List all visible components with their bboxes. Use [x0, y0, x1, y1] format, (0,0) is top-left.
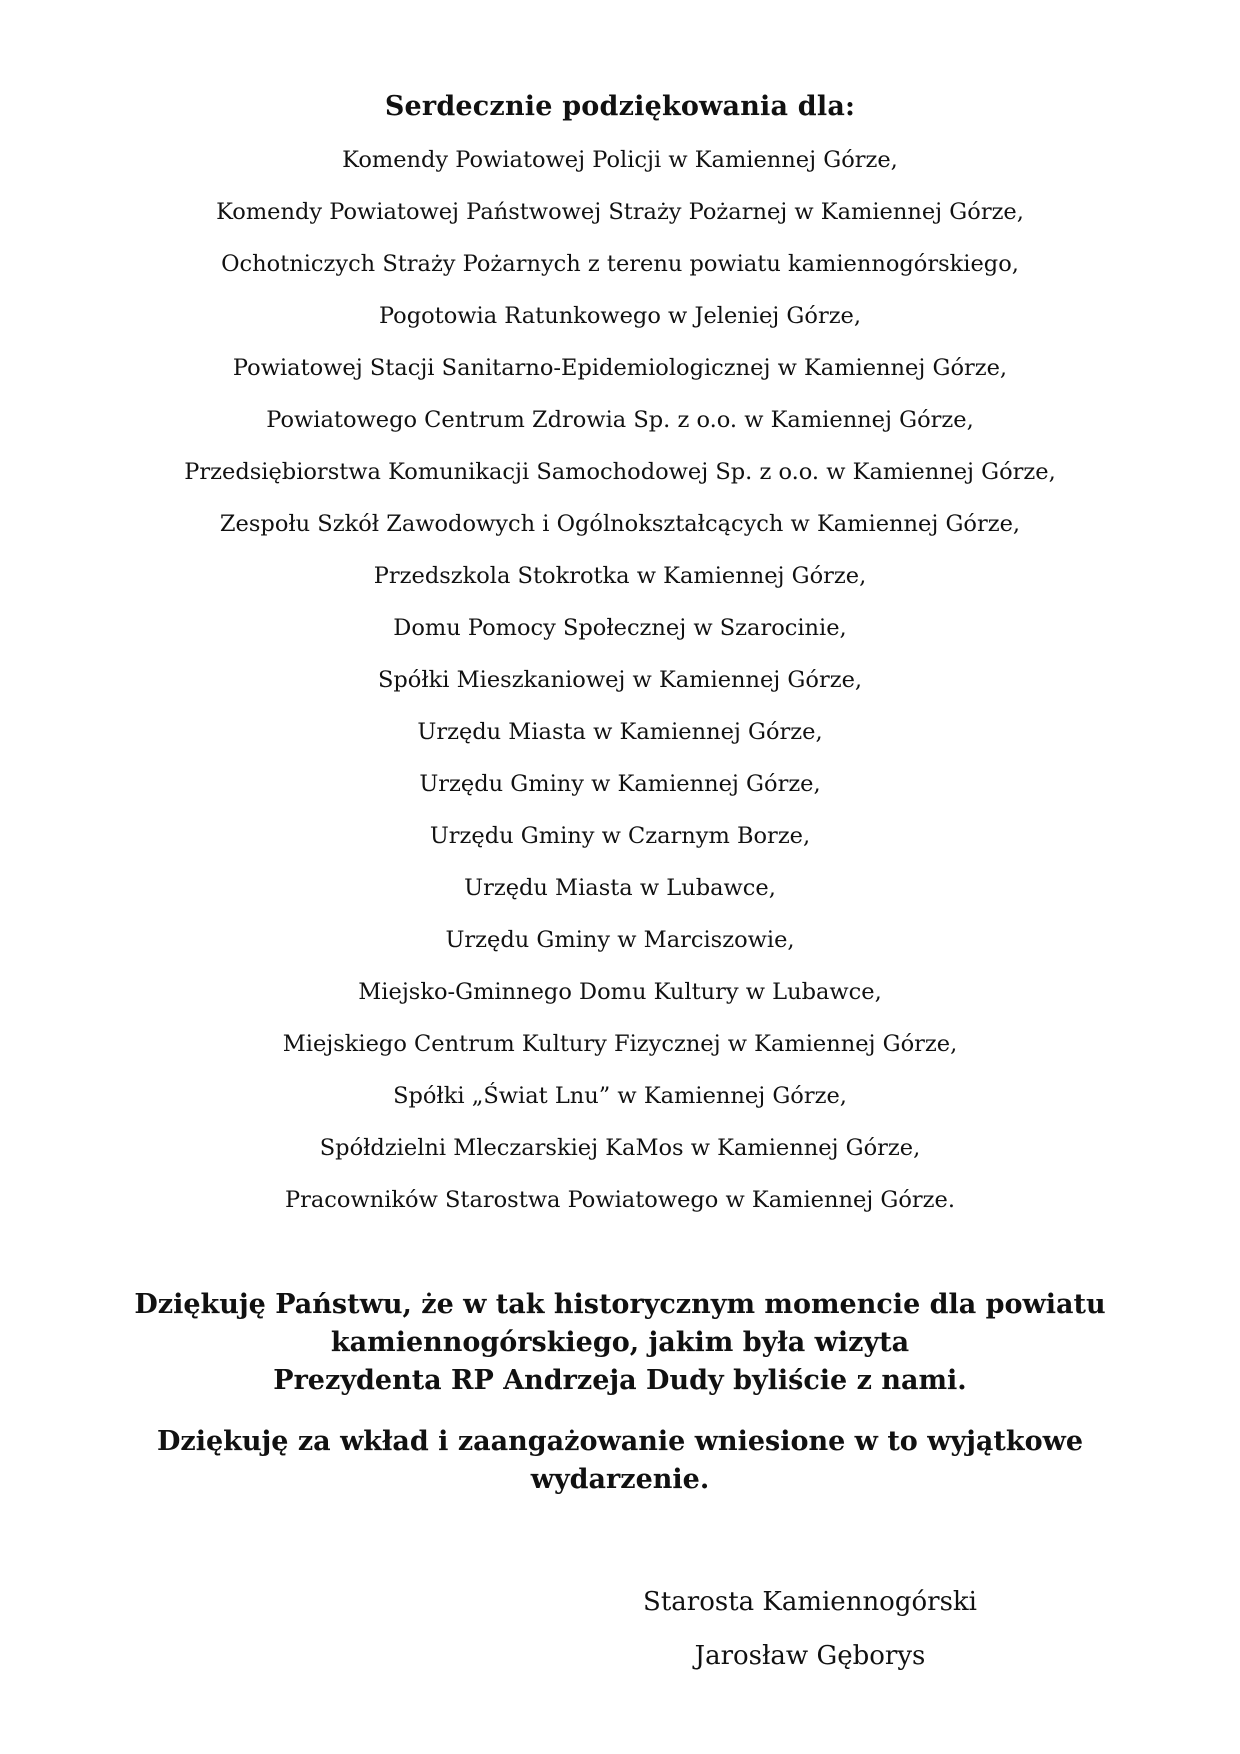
institution-item: Komendy Powiatowej Państwowej Straży Pożarnej w Kamiennej Górze,: [216, 199, 1024, 225]
message-line: wydarzenie.: [530, 1464, 710, 1495]
institution-item: Urzędu Miasta w Kamiennej Górze,: [417, 719, 823, 745]
institutions-list: [0, 140, 1240, 1232]
heading: Serdecznie podziękowania dla:: [384, 91, 856, 122]
message-line: Dziękuję Państwu, że w tak historycznym momencie dla powiatu: [134, 1289, 1106, 1320]
message-line: Dziękuję za wkład i zaangażowanie wniesione w to wyjątkowe: [156, 1426, 1084, 1457]
institution-item: Pracowników Starostwa Powiatowego w Kamiennej Górze.: [285, 1187, 955, 1213]
signature-name: Jarosław Gęborys: [694, 1641, 926, 1671]
institution-item: Powiatowego Centrum Zdrowia Sp. z o.o. w Kamiennej Górze,: [266, 407, 974, 433]
message-line: Prezydenta RP Andrzeja Dudy byliście z nami.: [273, 1365, 967, 1396]
institution-item: Przedsiębiorstwa Komunikacji Samochodowej Sp. z o.o. w Kamiennej Górze,: [184, 459, 1056, 485]
institution-item: Urzędu Gminy w Kamiennej Górze,: [419, 771, 821, 797]
institution-item: Przedszkola Stokrotka w Kamiennej Górze,: [373, 563, 867, 589]
institution-item: Powiatowej Stacji Sanitarno-Epidemiologicznej w Kamiennej Górze,: [232, 355, 1008, 381]
signature-title: Starosta Kamiennogórski: [643, 1587, 977, 1617]
institution-item: Miejskiego Centrum Kultury Fizycznej w Kamiennej Górze,: [282, 1031, 958, 1057]
institution-item: Pogotowia Ratunkowego w Jeleniej Górze,: [378, 303, 862, 329]
institution-item: Spółki „Świat Lnu” w Kamiennej Górze,: [393, 1083, 847, 1109]
institution-item: Spółki Mieszkaniowej w Kamiennej Górze,: [377, 667, 863, 693]
institution-item: Spółdzielni Mleczarskiej KaMos w Kamiennej Górze,: [319, 1135, 921, 1161]
message-line: kamiennogórskiego, jakim była wizyta: [330, 1327, 910, 1358]
institution-item: Miejsko-Gminnego Domu Kultury w Lubawce,: [358, 979, 882, 1005]
institution-item: Domu Pomocy Społecznej w Szarocinie,: [393, 615, 847, 641]
institution-item: Urzędu Gminy w Marciszowie,: [445, 927, 795, 953]
contribution-message: [130, 1423, 1110, 1499]
institution-item: Urzędu Gminy w Czarnym Borze,: [429, 823, 811, 849]
institution-item: Komendy Powiatowej Policji w Kamiennej Górze,: [342, 147, 898, 173]
institution-item: Ochotniczych Straży Pożarnych z terenu powiatu kamiennogórskiego,: [221, 251, 1019, 277]
thanks-message: [130, 1286, 1110, 1400]
institution-item: Zespołu Szkół Zawodowych i Ogólnokształcących w Kamiennej Górze,: [219, 511, 1021, 537]
institution-item: Urzędu Miasta w Lubawce,: [464, 875, 776, 901]
